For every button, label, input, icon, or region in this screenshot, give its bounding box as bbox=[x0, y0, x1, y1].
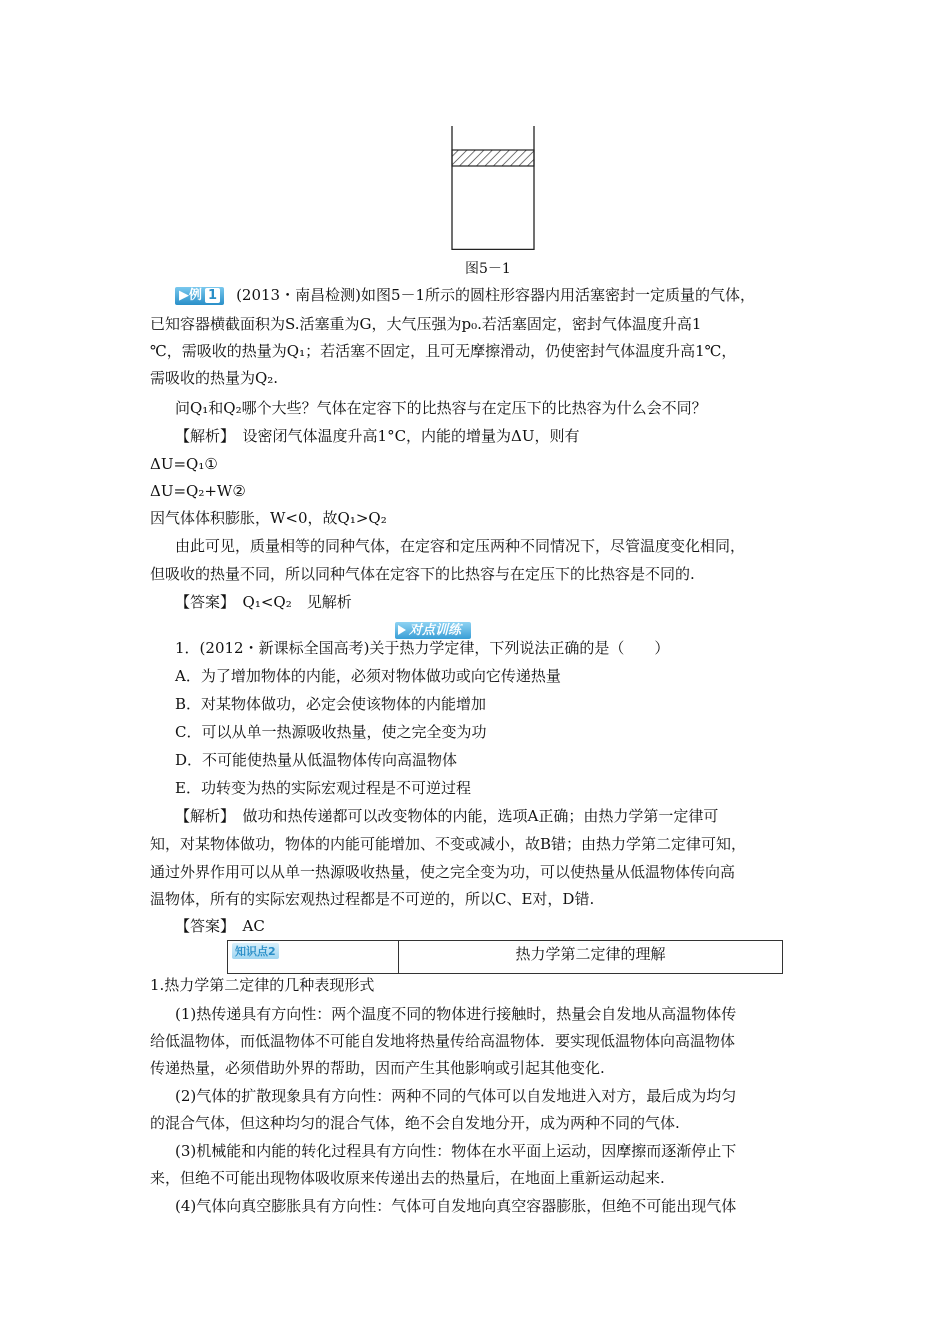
example-badge: ▶例 1 bbox=[175, 287, 224, 305]
topic-header-box bbox=[227, 940, 783, 974]
example-answer: 【答案】 Q₁<Q₂ 见解析 bbox=[175, 593, 352, 611]
analysis-line: 但吸收的热量不同，所以同种气体在定容下的比热容与在定压下的比热容是不同的. bbox=[150, 565, 695, 583]
example-analysis-line: 【解析】 设密闭气体温度升高1°C，内能的增量为ΔU，则有 bbox=[175, 427, 580, 445]
analysis-line: 由此可见，质量相等的同种气体，在定容和定压两种不同情况下，尽管温度变化相同， bbox=[175, 537, 746, 555]
training-question: 1．(2012・新课标全国高考)关于热力学定律，下列说法正确的是（ ） bbox=[175, 639, 670, 657]
section-heading: 1.热力学第二定律的几种表现形式 bbox=[150, 976, 375, 994]
section-line: 传递热量，必须借助外界的帮助，因而产生其他影响或引起其他变化. bbox=[150, 1059, 605, 1077]
analysis-label: 【解析】 bbox=[175, 427, 228, 445]
option-c: C．可以从单一热源吸收热量，使之完全变为功 bbox=[175, 723, 487, 741]
section-line: (3)机械能和内能的转化过程具有方向性：物体在水平面上运动，因摩擦而逐渐停止下 bbox=[175, 1142, 737, 1160]
training-analysis-line: 【解析】 做功和热传递都可以改变物体的内能，选项A正确；由热力学第一定律可 bbox=[175, 807, 719, 825]
option-e: E．功转变为热的实际宏观过程是不可逆过程 bbox=[175, 779, 471, 797]
equation-line: ΔU=Q₂+W② bbox=[150, 482, 246, 500]
section-line: 的混合气体，但这种均匀的混合气体，绝不会自发地分开，成为两种不同的气体. bbox=[150, 1114, 680, 1132]
section-line: (4)气体向真空膨胀具有方向性：气体可自发地向真空容器膨胀，但绝不可能出现气体 bbox=[175, 1197, 737, 1215]
option-d: D．不可能使热量从低温物体传向高温物体 bbox=[175, 751, 458, 769]
figure-caption: 图5－1 bbox=[465, 261, 511, 277]
training-banner: 对点训练 bbox=[395, 619, 471, 637]
section-line: 给低温物体，而低温物体不可能自发地将热量传给高温物体．要实现低温物体向高温物体 bbox=[150, 1032, 736, 1050]
cylinder-piston-diagram bbox=[448, 126, 538, 250]
example-line: 需吸收的热量为Q₂. bbox=[150, 369, 279, 387]
option-b: B．对某物体做功，必定会使该物体的内能增加 bbox=[175, 695, 487, 713]
example-first-line: ▶例 1 (2013・南昌检测)如图5－1所示的圆柱形容器内用活塞密封一定质量的气体， bbox=[175, 285, 845, 305]
analysis-line: 因气体体积膨胀，W<0，故Q₁>Q₂ bbox=[150, 509, 387, 527]
training-answer: 【答案】 AC bbox=[175, 917, 265, 935]
section-line: (2)气体的扩散现象具有方向性：两种不同的气体可以自发地进入对方，最后成为均匀 bbox=[175, 1087, 737, 1105]
topic-tag: 知识点2 bbox=[228, 941, 399, 973]
analysis-line: 知，对某物体做功，物体的内能可能增加、不变或减小，故B错；由热力学第二定律可知， bbox=[150, 835, 747, 853]
topic-title: 热力学第二定律的理解 bbox=[515, 945, 666, 963]
answer-label: 【答案】 bbox=[175, 917, 228, 935]
example-line: ℃，需吸收的热量为Q₁；若活塞不固定，且可无摩擦滑动，仍使密封气体温度升高1℃， bbox=[150, 342, 737, 360]
section-line: 来，但绝不可能出现物体吸收原来传递出去的热量后，在地面上重新运动起来. bbox=[150, 1169, 665, 1187]
equation-line: ΔU=Q₁① bbox=[150, 455, 218, 473]
analysis-label: 【解析】 bbox=[175, 807, 228, 825]
answer-label: 【答案】 bbox=[175, 593, 228, 611]
piston bbox=[452, 150, 534, 166]
example-question: 问Q₁和Q₂哪个大些？气体在定容下的比热容与在定压下的比热容为什么会不同？ bbox=[175, 399, 707, 417]
section-line: (1)热传递具有方向性：两个温度不同的物体进行接触时，热量会自发地从高温物体传 bbox=[175, 1005, 737, 1023]
analysis-line: 温物体，所有的实际宏观热过程都是不可逆的，所以C、E对，D错. bbox=[150, 890, 595, 908]
analysis-line: 通过外界作用可以从单一热源吸收热量，使之完全变为功，可以使热量从低温物体传向高 bbox=[150, 863, 736, 881]
option-a: A．为了增加物体的内能，必须对物体做功或向它传递热量 bbox=[175, 667, 561, 685]
example-line: 已知容器横截面积为S.活塞重为G，大气压强为p₀.若活塞固定，密封气体温度升高1 bbox=[150, 315, 702, 333]
